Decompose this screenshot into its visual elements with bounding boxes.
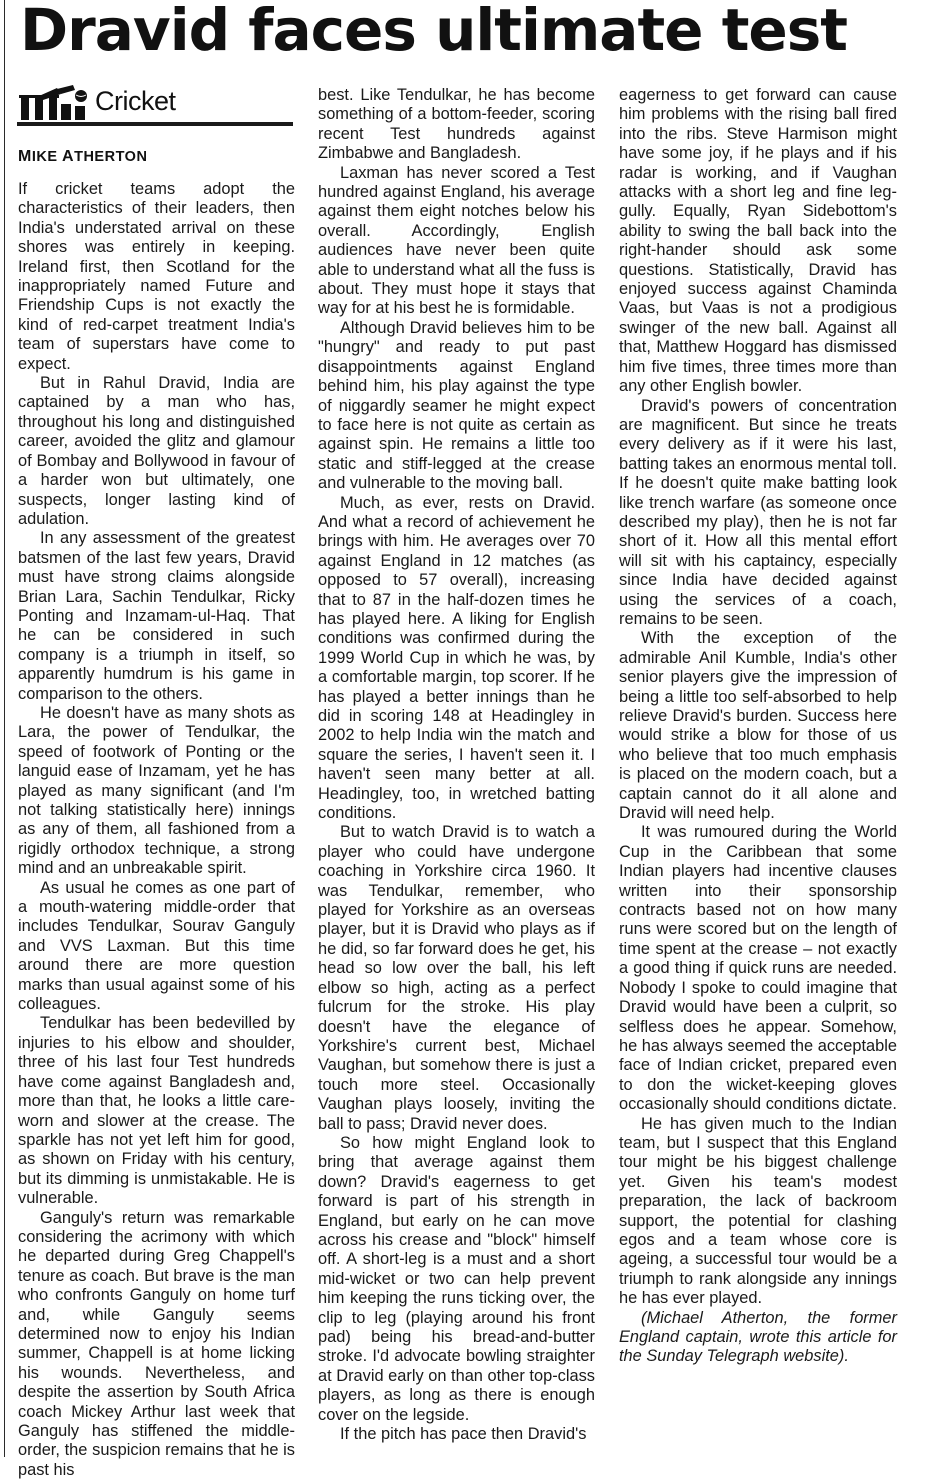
section-badge: [17, 84, 297, 126]
author-note: (Michael Atherton, the former England captain, wrote this article for the Sunday Telegraph website).: [619, 1308, 897, 1366]
cricket-stumps-bat-ball-icon: [17, 86, 99, 120]
paragraph: In any assessment of the greatest batsmen of the last few years, Dravid must have strong claims alongside Brian Lara, Sachin Tendulkar, Ricky Ponting and Inzamam-ul-Haq. That he can be considered in such company is a triumph in itself, so apparently humdrum is his game in comparison to the others.: [18, 529, 295, 703]
byline-first-initial: M: [18, 148, 32, 165]
headline: Dravid faces ultimate test: [20, 0, 848, 64]
paragraph: But in Rahul Dravid, India are captained by a man who has, throughout his long and distinguished career, avoided the glitz and glamour of Bombay and Bollywood in favour of a harder won but ultimately, one suspects, longer lasting kind of adulation.: [18, 374, 295, 528]
paragraph: But to watch Dravid is to watch a player who could have undergone coaching in Yorkshire circa 1960. It was Tendulkar, remember, who played for Yorkshire as an overseas player, but it is Dravid who plays as if he did, so far forward does he get, his head so low over the ball, his left elbow so high, acting as a perfect fulcrum for the stroke. His play doesn't have the elegance of Yorkshire's current best, Michael Vaughan, but somehow there is just a touch more steel. Occasionally Vaughan plays loosely, inviting the ball to pass; Dravid never does.: [318, 823, 595, 1133]
paragraph: He doesn't have as many shots as Lara, the power of Tendulkar, the speed of footwork of Ponting or the languid ease of Inzamam, yet he has played as many significant (and I'm not talking statistically here) innings as any of them, all fashioned from a rigidly orthodox technique, a strong mind and an unbreakable spirit.: [18, 703, 295, 878]
column-rule-left: [4, 0, 5, 1457]
article-column-2: [318, 86, 595, 1457]
article-column-3: [619, 86, 897, 1457]
paragraph: With the exception of the admirable Anil Kumble, India's other senior players give the impression of being a little too self-absorbed to help relieve Dravid's burden. Success here would strike a blow for those of us who believe that too much emphasis is placed on the modern coach, but a captain cannot do it all alone and Dravid will need help.: [619, 629, 897, 823]
section-label: Cricket: [95, 86, 176, 116]
paragraph: He has given much to the Indian team, but I suspect that this England tour might be his biggest challenge yet. Given his team's modest preparation, the lack of backroom support, the potential for clashing egos and a team whose core is ageing, a successful tour would be a triumph to rank alongside any innings he has ever played.: [619, 1114, 897, 1308]
paragraph: Dravid's powers of concentration are magnificent. But since he treats every delivery as if it were his last, batting takes an enormous mental toll. If he doesn't quite make batting look like trench warfare (as someone once described my play), then he is not far short of it. How all this mental effort will sit with his captaincy, especially since India have decided against using the services of a coach, remains to be seen.: [619, 396, 897, 628]
paragraph: As usual he comes as one part of a mouth-watering middle-order that includes Tendulkar, Sourav Ganguly and VVS Laxman. But this time around there are more question marks than usual against some of his colleagues.: [18, 878, 295, 1014]
byline-first-rest: IKE: [31, 149, 58, 165]
paragraph: Ganguly's return was remarkable considering the acrimony with which he departed during Greg Chappell's tenure as coach. But brave is the man who confronts Ganguly on home turf and, while Ganguly seems determined now to enjoy his Indian summer, Chappell is at home licking his wounds. Nevertheless, and despite the assertion by South Africa coach Mickey Arthur last week that Ganguly has stiffened the middle-order, the suspicion remains that he is past his: [18, 1208, 295, 1479]
paragraph: If the pitch has pace then Dravid's: [340, 1425, 587, 1444]
byline: [18, 148, 147, 166]
paragraph: It was rumoured during the World Cup in the Caribbean that some Indian players had incentive clauses written into their sponsorship contracts based not on how many runs were scored but on the length of time spent at the crease – not exactly a good thing if quick runs are needed. Nobody I spoke to could imagine that Dravid would have been a culprit, so selfless does he appear. Somehow, he has always seemed the acceptable face of Indian cricket, prepared even to don the wicket-keeping gloves occasionally should conditions dictate.: [619, 823, 897, 1114]
section-rule: [17, 122, 293, 126]
article-column-1: [18, 180, 295, 1479]
paragraph: best. Like Tendulkar, he has become something of a bottom-feeder, scoring recent Test hundreds against Zimbabwe and Bangladesh.: [318, 86, 595, 163]
paragraph: Although Dravid believes him to be "hungry" and ready to put past disappointments against England behind him, his play against the type of niggardly seamer he might expect to face here is not quite as certain as against spin. He remains a little too static and stiff-legged at the crease and vulnerable to the moving ball.: [318, 318, 595, 493]
paragraph: Laxman has never scored a Test hundred against England, his average against them eight notches below his overall. Accordingly, English audiences have never been quite able to understand what all the fuss is about. They must hope it stays that way for at his best he is formidable.: [318, 163, 595, 318]
paragraph: eagerness to get forward can cause him problems with the rising ball fired into the ribs. Steve Harmison might have some joy, if he plays and if his radar is working, and if Vaughan attacks with a short leg and fine leg-gully. Equally, Ryan Sidebottom's ability to swing the ball back into the right-hander should ask some questions. Statistically, Dravid has enjoyed success against Chaminda Vaas, but Vaas is not a prodigious swinger of the new ball. Against all that, Matthew Hoggard has dismissed him five times, three times more than any other English bowler.: [619, 86, 897, 396]
byline-last-rest: THERTON: [74, 149, 148, 165]
paragraph: Much, as ever, rests on Dravid. And what a record of achievement he brings with him. He averages over 70 against England in 12 matches (as opposed to 57 overall), increasing that to 87 in the half-dozen times he has played here. A liking for English conditions was confirmed during the 1999 World Cup in which he was, by a comfortable margin, top scorer. If he has played a better innings than he did in scoring 148 at Headingley in 2002 to help India win the match and square the series, I haven't seen it. I haven't seen many better at all. Headingley, too, in wretched batting conditions.: [318, 493, 595, 823]
byline-last-initial: A: [62, 148, 75, 165]
paragraph: So how might England look to bring that average against them down? Dravid's eagerness to get forward is part of his strength in England, but early on he can move across his crease and "block" himself off. A short-leg is a must and a short mid-wicket or two can help prevent him keeping the runs ticking over, the clip to leg (playing around his front pad) being his bread-and-butter stroke. I'd advocate bowling straighter at Dravid early on than other top-class players, as long as there is enough cover on the legside.: [318, 1133, 595, 1424]
paragraph: Tendulkar has been bedevilled by injuries to his elbow and shoulder, three of his last four Test hundreds have come against Bangladesh and, more than that, he looks a little care-worn and slower at the crease. The sparkle has not yet left him for good, as shown on Friday with his century, but its dimming is unmistakable. He is vulnerable.: [18, 1014, 295, 1208]
paragraph: If cricket teams adopt the characteristics of their leaders, then India's understated arrival on these shores was entirely in keeping. Ireland first, then Scotland for the inappropriately named Future and Friendship Cups is not exactly the kind of red-carpet treatment India's team of superstars have come to expect.: [18, 180, 295, 373]
